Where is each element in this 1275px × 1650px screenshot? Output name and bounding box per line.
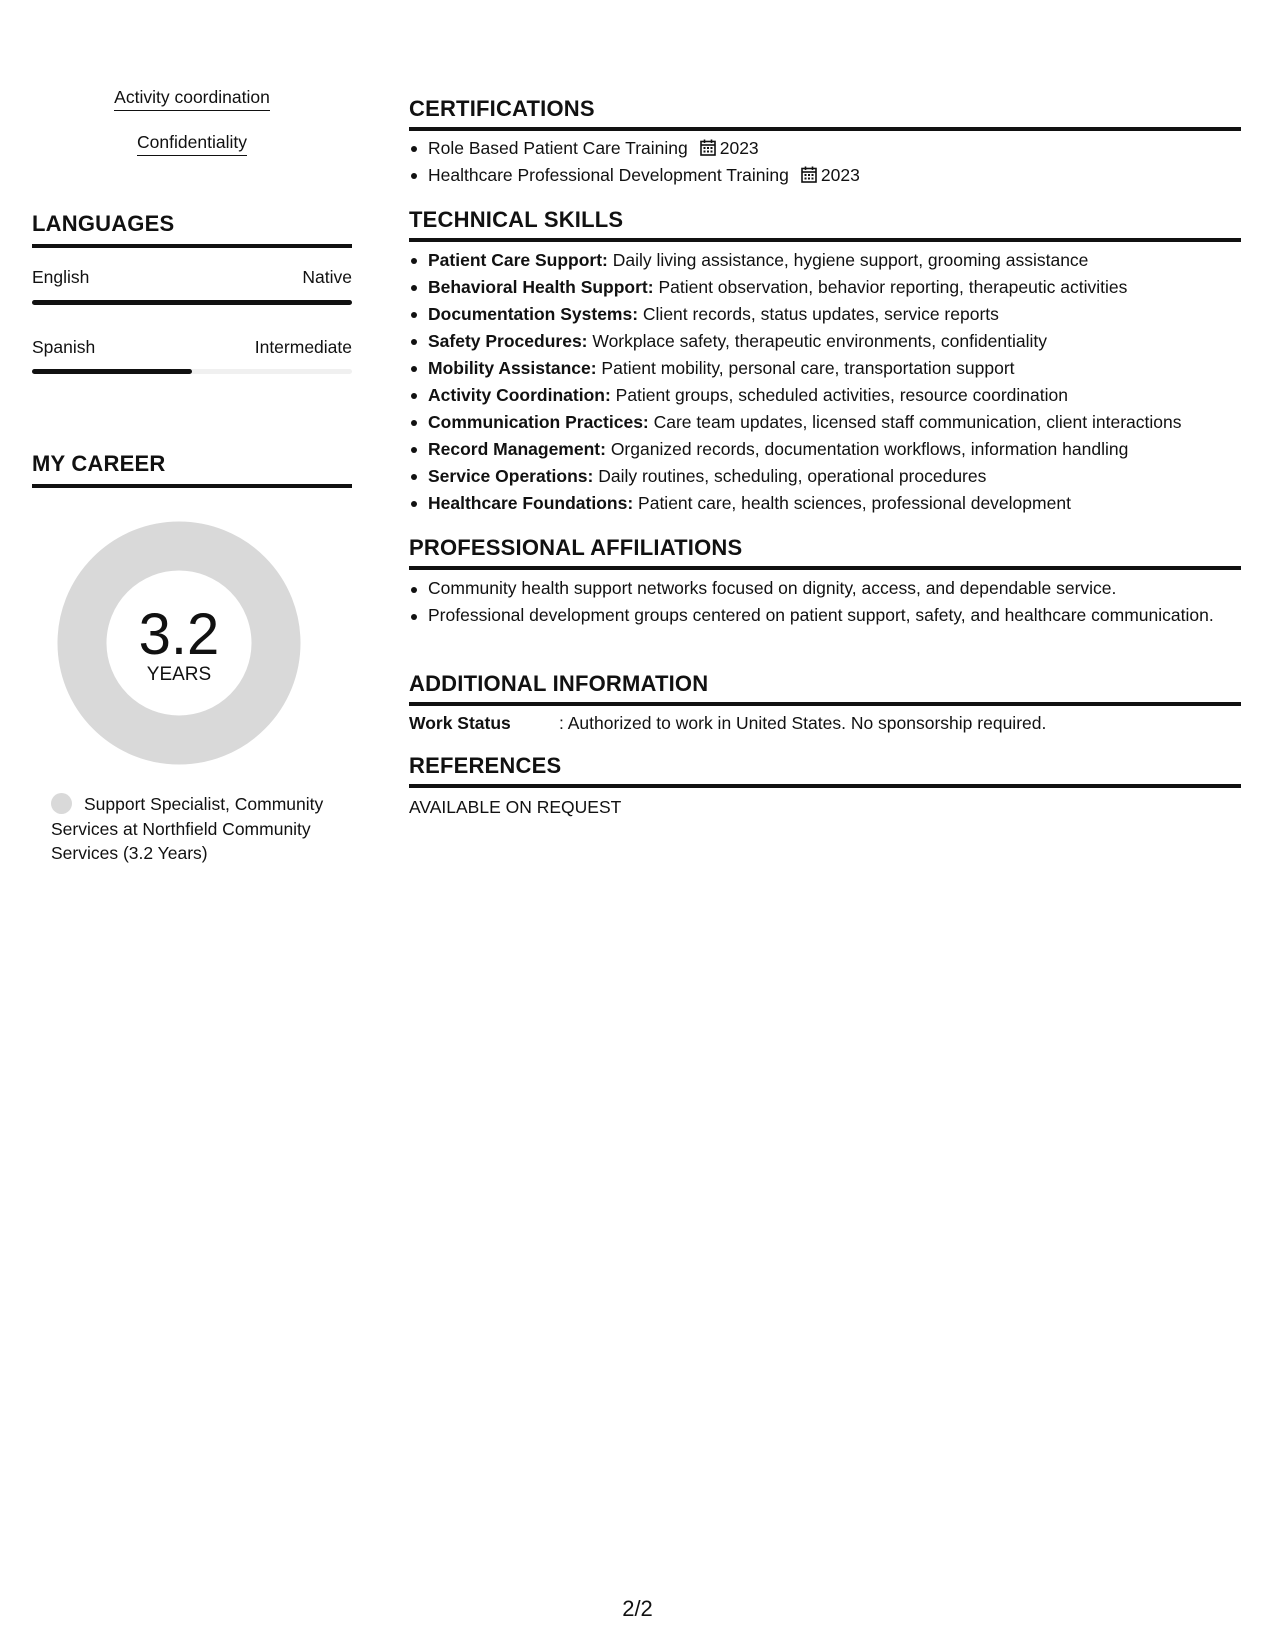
skill-label: Patient Care Support: [428, 250, 608, 270]
technical-skills-list [409, 247, 1241, 517]
additional-info-heading: ADDITIONAL INFORMATION [409, 671, 1241, 706]
language-proficiency-fill [32, 369, 192, 374]
skill-text: Patient groups, scheduled activities, resource coordination [610, 385, 1068, 405]
certification-item [409, 135, 1241, 162]
skill-item [409, 247, 1241, 274]
language-name: English [32, 267, 90, 287]
skill-item [409, 436, 1241, 463]
skill-text: Client records, status updates, service reports [638, 304, 999, 324]
certification-name: Healthcare Professional Development Training [428, 165, 789, 185]
career-total-unit: YEARS [146, 664, 212, 685]
certification-year: 2023 [719, 138, 759, 158]
certification-year: 2023 [820, 165, 860, 185]
technical-skills-heading: TECHNICAL SKILLS [409, 207, 1241, 242]
work-status-label: Work Status [409, 713, 511, 733]
career-total-value: 3.2 [138, 602, 220, 667]
skill-item [409, 301, 1241, 328]
languages-heading: LANGUAGES [32, 211, 352, 248]
language-name: Spanish [32, 337, 96, 357]
certifications-list [409, 135, 1241, 189]
skill-label: Behavioral Health Support: [428, 277, 654, 297]
skill-text: Organized records, documentation workflows, information handling [605, 439, 1129, 459]
skill-tag-label: Activity coordination [114, 87, 270, 111]
skill-item [409, 274, 1241, 301]
career-legend-dot [51, 793, 72, 814]
language-proficiency-bar [32, 300, 352, 305]
skill-label: Activity Coordination: [428, 385, 611, 405]
skill-text: Care team updates, licensed staff communication, client interactions [648, 412, 1182, 432]
skill-label: Mobility Assistance: [428, 358, 597, 378]
skill-label: Communication Practices: [428, 412, 649, 432]
calendar-icon [700, 139, 716, 156]
language-proficiency-fill [32, 300, 352, 305]
work-status-value: : Authorized to work in United States. No sponsorship required. [559, 713, 1047, 733]
affiliations-heading: PROFESSIONAL AFFILIATIONS [409, 535, 1241, 570]
language-level: Intermediate [254, 337, 352, 357]
language-proficiency-bar [32, 369, 352, 374]
skill-item [409, 355, 1241, 382]
skill-label: Documentation Systems: [428, 304, 639, 324]
affiliations-list [409, 576, 1241, 630]
skill-text: Patient care, health sciences, professional development [633, 493, 1071, 513]
skill-text: Patient observation, behavior reporting, therapeutic activities [653, 277, 1128, 297]
skill-tag [32, 132, 352, 153]
language-row [32, 267, 352, 288]
language-row [32, 337, 352, 358]
affiliation-item: Professional development groups centered on patient support, safety, and healthcare communication. [409, 603, 1241, 627]
skill-label: Record Management: [428, 439, 606, 459]
skill-item [409, 382, 1241, 409]
language-level: Native [302, 267, 352, 287]
skill-item [409, 328, 1241, 355]
career-entry-text: Support Specialist, Community Services at Northfield Community Services (3.2 Years) [51, 794, 324, 863]
work-status-row [409, 713, 1241, 734]
skill-text: Workplace safety, therapeutic environments, confidentiality [587, 331, 1047, 351]
skill-tag [32, 87, 352, 108]
skill-text: Patient mobility, personal care, transportation support [596, 358, 1015, 378]
career-entry [51, 792, 331, 866]
certification-item [409, 162, 1241, 189]
certifications-heading: CERTIFICATIONS [409, 96, 1241, 131]
skill-item [409, 409, 1241, 436]
page-number: 2/2 [622, 1596, 653, 1621]
skill-item [409, 490, 1241, 517]
skill-label: Healthcare Foundations: [428, 493, 634, 513]
skill-text: Daily living assistance, hygiene support, grooming assistance [607, 250, 1089, 270]
affiliation-item: Community health support networks focused on dignity, access, and dependable service. [409, 576, 1241, 600]
skill-tag-label: Confidentiality [137, 132, 247, 156]
skill-label: Service Operations: [428, 466, 594, 486]
skill-text: Daily routines, scheduling, operational procedures [593, 466, 987, 486]
certification-name: Role Based Patient Care Training [428, 138, 688, 158]
career-heading: MY CAREER [32, 451, 352, 488]
skill-item [409, 463, 1241, 490]
calendar-icon [801, 166, 817, 183]
skill-label: Safety Procedures: [428, 331, 588, 351]
references-text: AVAILABLE ON REQUEST [409, 797, 622, 817]
references-heading: REFERENCES [409, 753, 1241, 788]
